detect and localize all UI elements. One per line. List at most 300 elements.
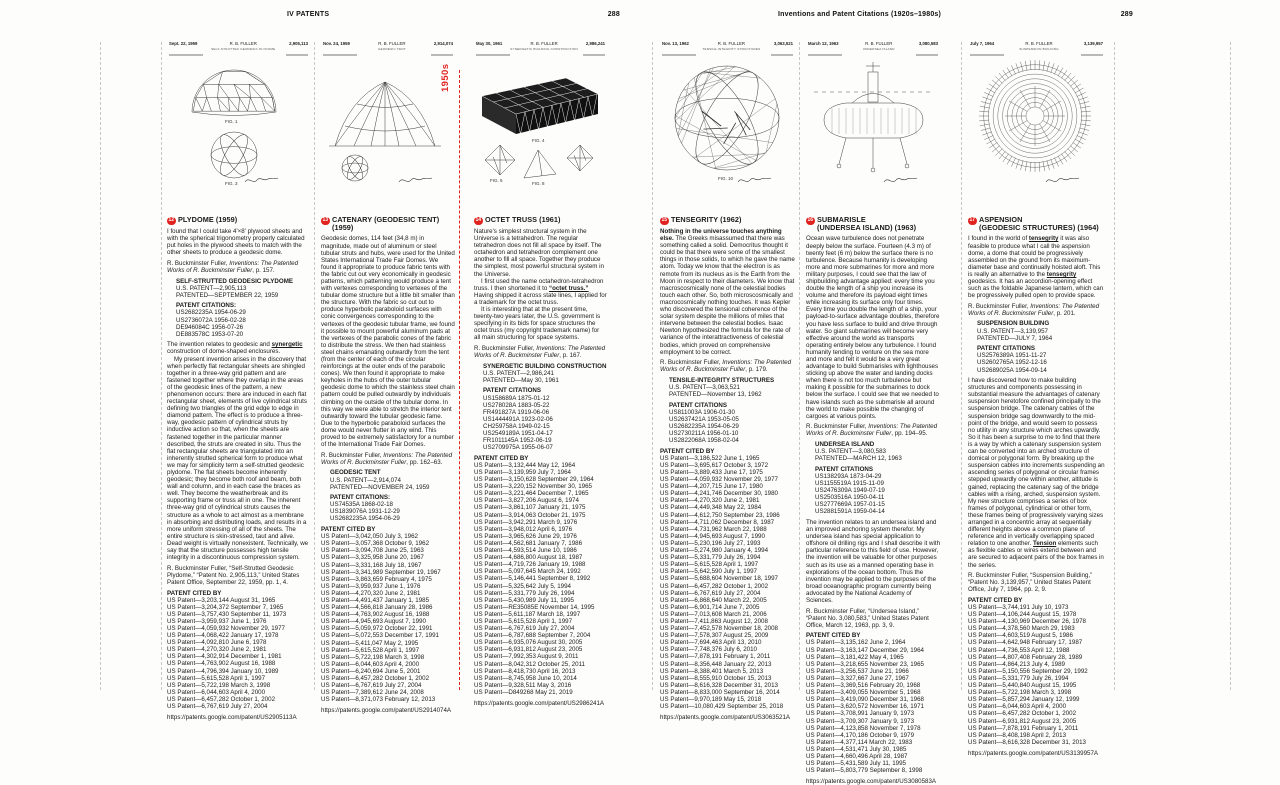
intro-paragraph: Geodesic domes, 114 feet (34,8 m) in magnitude, made out of aluminum or steel tubular struts and hubs, were used for the United States International Trade Fair Domes. We found it appropriate to produce fabric tents with the fabric cut out very economically in geodesic patterns, which patterning would produce a tent with vertexes corresponding to vertexes of the tubular dome structure but a little bit smaller than the structure. With the fabric so cut out to produce hyperbolic paraboloid surfaces with conic convergences corresponding to the vertexes of the geodesic tubular frame, we found it possible to mount powerful aluminum pads at the vertexes of the parabolic cones of the fabric to distribute the stress. We then had stainless steel chains emanating outwardly from the tent (from the center of each of the circular reinforcings at the outer ends of the parabolic cones). We then found it appropriate to make keyholes in the hubs of the outer tubular geodesic dome to which the stainless steel chain pattern could be pulled outwardly by individuals climbing on the outside of the tubular dome. In this way we were able to stretch the interior tent outwardly toward the tubular geodesic fame. Due to the hyperbolic paraboloid surfaces the dome would never flutter in any wind. This proved to be extremely satisfactory for a number of the International Trade Fair Domes. (321, 235, 455, 449)
patent-sheet-date: Nov. 24, 1959 (323, 41, 350, 46)
cited-by-item: US Patent—3,861,107 January 21, 1975 (474, 504, 586, 512)
patent-number-line: U.S. PATENT—2,914,074 (330, 476, 401, 484)
patent-column-tensegrity (660, 40, 795, 721)
cited-by-item: US Patent—3,709,307 January 9, 1973 (806, 717, 915, 725)
description-paragraph: My present invention arises in the discovery that when perfectly flat rectangular sheets are shingled together in a three-way grid pattern and are fastened together where they overlap in the areas of the geodesic lines of the pattern, a new phenomenon occurs: there are induced in each flat rectangular sheet, elements of live cylindrical struts defining two triangles of the grid edge to edge in diamond pattern. The effect is to produce a three-way, geodesic pattern of cylindrical struts by inductive action so that, when the sheets are fastened together in the particular manner described, the struts are created in situ. Thus the flat rectangular sheets are triangulated into an inherently strutted spherical form to produce what we may for simplicity term a self-strutted geodesic plydome. The flat sheets become inherently geodesic; they become both roof and beam, both wall and column, and in each case the braces as well. They become the weatherbreak and its supporting frame or truss all in one. The inherent three-way grid of cylindrical struts causes the structure as a whole to act almost as a membrane in absorbing and distributing loads, and results in a more uniform stressing of all of the sheets. The entire structure is skin-stressed, taut and alive. Dead weight is virtually nonexistent. Technically, we say that the structure possesses high tensile integrity in a discontinuous compression system. (167, 355, 309, 562)
cited-by-item: US Patent—7,878,191 February 1, 2011 (968, 724, 1079, 732)
patent-citations (815, 466, 940, 516)
patent-citations-heading: PATENT CITATIONS (815, 465, 873, 473)
item-number-badge: 14 (475, 217, 482, 224)
patent-sheet-header (167, 40, 310, 52)
intro-paragraph: I first used the name octahedron-tetrahedron truss. I then shortened it to “octet truss.” Having shipped it across state lines, I applied for a trademark for the octet truss. (474, 277, 607, 306)
patent-drawing (474, 56, 607, 190)
cited-by-item: US Patent—3,863,659 February 4, 1975 (321, 575, 432, 583)
item-title-row (167, 216, 310, 225)
cited-by-item: US Patent—3,057,368 October 9, 1962 (321, 540, 430, 548)
patent-drawing (321, 56, 455, 190)
citation-item: US2881591A 1959-04-14 (815, 508, 885, 516)
patent-info-block (483, 363, 607, 384)
citation-item: US2777669A 1957-01-15 (815, 501, 885, 509)
intro-paragraph: It is interesting that at the present time, twenty-two years later, the U.S. government is specifying in its bids for space structures the octet truss (my copyright trademark name) for all main structuring for space systems. (474, 306, 601, 342)
item-title-row (806, 216, 940, 232)
citation-item: US2549189A 1951-04-17 (483, 430, 553, 438)
patent-info-block (977, 320, 1105, 341)
patent-official-title: SUSPENSION BUILDING (977, 320, 1050, 328)
cited-by-item: US Patent—3,948,012 April 6, 1976 (474, 525, 573, 533)
citation-item: US138293A 1873-04-29 (815, 472, 882, 480)
patent-drawing (968, 56, 1105, 190)
cited-by-item: US Patent—5,059,972 October 22, 1991 (321, 625, 433, 633)
gutter-rule (961, 42, 962, 690)
cited-by-item: US Patent—3,163,147 December 29, 1964 (806, 646, 924, 654)
cited-by-item: US Patent—5,803,779 September 8, 1998 (806, 767, 923, 775)
cited-by-item: US Patent—3,325,958 June 20, 1967 (321, 554, 424, 562)
citation-item: US811003A 1906-01-30 (669, 408, 735, 416)
cited-by-item: US Patent—3,220,152 November 30, 1965 (474, 483, 592, 491)
patent-column-submarisle (806, 40, 940, 785)
patent-citations (483, 387, 607, 451)
filed-text-placeholder (476, 54, 510, 56)
cited-by-item: US Patent—5,150,556 September 29, 1992 (968, 667, 1088, 675)
patent-sheet-title: SYNERGETIC BUILDING CONSTRUCTION (510, 46, 578, 51)
cited-by-item: US Patent—8,745,958 June 10, 2014 (474, 674, 577, 682)
patent-citations (977, 345, 1105, 373)
decade-divider-line (459, 70, 460, 690)
patent-info-block (176, 278, 310, 299)
patent-sheet-inventor: R. B. FULLER (717, 41, 746, 46)
citation-item: FR491827A 1919-06-06 (483, 408, 550, 416)
cited-by-item: US Patent—3,331,168 July 18, 1967 (321, 561, 422, 569)
source-citation: R. Buckminster Fuller, Inventions: The Patented Works of R. Buckminster Fuller, p. 201. (968, 302, 1100, 317)
cited-by-item: US Patent—5,615,528 April 1, 1997 (660, 561, 759, 569)
cited-by-item: US Patent—5,325,642 July 5, 1994 (474, 582, 572, 590)
patent-sheet-number: 2,914,074 (433, 41, 453, 46)
cited-by-item: US Patent—6,931,812 August 23, 2005 (968, 717, 1077, 725)
cited-by-item: US Patent—4,763,902 August 16, 1988 (167, 660, 276, 668)
gutter-rule (314, 42, 315, 690)
decade-marker-label: 1950s (440, 63, 451, 92)
patent-info-block (330, 469, 455, 490)
cited-by-item: US Patent—5,274,980 January 4, 1994 (660, 547, 769, 555)
patent-drawing (806, 56, 940, 190)
cited-by-item: US Patent—5,146,441 September 8, 1992 (474, 575, 591, 583)
citation-item: FR1011145A 1952-06-19 (483, 437, 552, 445)
source-citation-2: R. Buckminster Fuller, “Self-Strutted Geodesic Plydome,” “Patent No. 2,905,113,” United States Patent Office, September 22, 1959, pp. 1, 4. (167, 564, 300, 586)
patent-sheet-inventor: R. B. FULLER (530, 41, 558, 46)
cited-by-item: US Patent—3,204,372 September 7, 1965 (167, 603, 284, 611)
cited-by-item: US Patent—4,270,320 June 2, 1981 (321, 589, 421, 597)
source-citation-2: R. Buckminster Fuller, “Suspension Building,” “Patent No. 3,139,957,” United States Patent Office, July 7, 1964, pp. 2, 9. (968, 572, 1093, 594)
patent-official-title: TENSILE-INTEGRITY STRUCTURES (669, 376, 775, 384)
cited-by-item: US Patent—3,042,050 July 3, 1962 (321, 533, 419, 541)
patent-sheet-header (968, 40, 1105, 52)
patent-sheet-inventor-block (502, 42, 586, 52)
item-number-badge: 16 (807, 217, 814, 224)
patent-sheet-date: May 30, 1961 (476, 41, 503, 46)
svg-text:FIG. 8: FIG. 8 (532, 180, 545, 186)
item-title-row (474, 216, 607, 225)
source-citation-2: R. Buckminster Fuller, “Undersea Island,” “Patent No. 3,080,583,” United States Patent Office, March 12, 1963, pp. 3, 9. (806, 607, 929, 629)
patent-sheet-inventor-block (839, 42, 919, 52)
cited-by-item: US Patent—5,230,196 July 27, 1993 (660, 539, 761, 547)
patent-sheet-inventor-block (689, 42, 774, 52)
cited-by-item: US Patent—3,695,617 October 3, 1972 (660, 461, 769, 469)
cited-by-heading: PATENT CITED BY (321, 526, 376, 534)
patent-sheet-number: 3,080,583 (918, 41, 938, 46)
citation-item: US2736072A 1956-02-28 (176, 316, 246, 324)
cited-by-item: US Patent—10,080,429 September 25, 2018 (660, 703, 784, 711)
citation-item: CH259758A 1949-02-15 (483, 422, 550, 430)
cited-by-item: US Patent—3,409,055 November 5, 1968 (806, 689, 921, 697)
citation-item: US2730211A 1956-01-10 (669, 430, 739, 438)
citation-item: US1155519A 1915-11-09 (815, 480, 884, 487)
patent-official-title: SYNERGETIC BUILDING CONSTRUCTION (483, 362, 607, 370)
patent-sheet-number: 2,905,113 (289, 41, 308, 46)
patent-citations (669, 402, 795, 445)
cited-by-item: US Patent—5,097,645 March 24, 1992 (474, 568, 581, 576)
cited-by-item: US Patent—8,418,730 April 16, 2013 (474, 667, 576, 675)
cited-by-item: US Patent—3,132,444 May 12, 1964 (474, 461, 576, 469)
patent-sheet (660, 40, 795, 212)
patent-url: https://patents.google.com/patent/US3063521A (660, 714, 791, 722)
cited-by-item: US Patent—5,722,198 March 3, 1998 (167, 681, 271, 689)
cited-by-item: US Patent—5,411,047 May 2, 1995 (321, 639, 419, 647)
patent-sheet-inventor: R. B. FULLER (1025, 41, 1053, 46)
cited-by-item: US Patent—6,457,282 October 1, 2002 (968, 710, 1077, 718)
citation-item: US2602765A 1952-12-16 (977, 359, 1047, 367)
cited-by-item: US Patent—3,221,464 December 7, 1965 (474, 490, 589, 498)
gutter-rule (1230, 42, 1231, 690)
cited-by-item: US Patent—4,945,693 August 7, 1990 (321, 618, 426, 626)
cited-by-item: US Patent—4,059,932 November 29, 1977 (660, 476, 778, 484)
cited-by-item: US Patent—5,331,779 July 26, 1994 (474, 589, 575, 597)
citation-item: US2503516A 1950-04-11 (815, 494, 885, 502)
patent-official-title: GEODESIC TENT (330, 469, 381, 477)
cited-by-item: US Patent—D849268 May 21, 2019 (474, 688, 573, 696)
cited-by-item: US Patent—4,123,858 November 7, 1978 (806, 724, 921, 732)
item-number-badge: 12 (168, 217, 175, 224)
patent-sheet-number: 2,986,241 (585, 41, 605, 46)
gutter-rule (799, 42, 800, 690)
patent-sheet-date: March 12, 1963 (808, 41, 839, 46)
patent-sheet (968, 40, 1105, 212)
cited-by-item: US Patent—3,256,537 June 21, 1966 (806, 667, 909, 675)
cited-by-item: US Patent—6,931,812 August 23, 2005 (474, 646, 583, 654)
cited-by-item: US Patent—4,270,320 June 2, 1981 (167, 646, 267, 654)
citation-item: US158689A 1875-01-12 (483, 394, 550, 402)
intro-paragraph: Ocean wave turbulence does not penetrate deeply below the surface. Fourteen (4.3 m) of twenty feet (6 m) below the surface there is no turbulence. Because humanity is developing more and more submarines for more and more military purposes, I could see that the law of shipbuilding advantage applied: every time you double the length of a ship you increase its volume and therefore its payload eight times while increasing its surface only four times. Every time you double the length of a ship, your payload-to-surface advantage doubles, therefore you have less surface to build and drive through water. So giant submarines will become very effective around the world as transports operating entirely below any turbulence. I found humanity tending to venture on the sea more and more and felt it would be a very great advantage to build Submarisles with lighthouses sticking up above the water and landing docks when there is not too much turbulence but making it possible for the submarines to dock below the surface. I could see that we needed to have islands such as the submarisle all around the world to make possible the changing of cargoes at various points. (806, 235, 940, 420)
patent-column-octet-truss (474, 40, 607, 707)
cited-by-item: US Patent—3,327,667 June 27, 1967 (806, 674, 909, 682)
patent-info-block (815, 441, 940, 462)
patent-citations (330, 494, 455, 522)
citation-item: US2637421A 1953-05-05 (669, 415, 739, 423)
patent-url: https://patents.google.com/patent/US2914074A (321, 707, 452, 715)
cited-by-heading: PATENT CITED BY (167, 589, 222, 597)
cited-by-item: US Patent—3,744,191 July 10, 1973 (968, 604, 1069, 611)
sheet-count-placeholder (916, 54, 938, 56)
cited-by-item: US Patent—4,449,348 May 22, 1984 (660, 504, 762, 512)
description-paragraph: The invention relates to geodesic and synergetic construction of dome-shaped enclosures. (167, 341, 303, 356)
cited-by-item: US Patent—4,686,800 August 18, 1987 (474, 554, 583, 562)
patent-sheet (806, 40, 940, 212)
patent-sheet-inventor-block (350, 42, 434, 52)
gutter-rule (161, 42, 162, 690)
patent-citations-heading: PATENT CITATIONS (977, 345, 1035, 353)
citation-item: US1444491A 1923-02-06 (483, 415, 553, 423)
cited-by-item: US Patent—3,181,422 May 4, 1965 (806, 653, 904, 661)
patent-sheet-inventor: R. B. FULLER (229, 41, 257, 46)
citation-item: US74535A 1868-02-18 (330, 501, 393, 509)
cited-by-item: US Patent—5,615,528 April 1, 1997 (321, 646, 420, 654)
cited-by-item: US Patent—3,620,572 November 16, 1971 (806, 703, 924, 711)
cited-by-item: US Patent—6,787,688 September 7, 2004 (474, 632, 591, 640)
cited-by-item: US Patent—3,942,291 March 9, 1976 (474, 518, 578, 526)
cited-by-item: US Patent—6,767,619 July 27, 2004 (474, 625, 575, 633)
citation-item: US278028A 1883-05-22 (483, 401, 550, 409)
cited-by-item: US Patent—3,708,991 January 9, 1973 (806, 710, 915, 718)
patent-cited-by (321, 526, 455, 703)
patent-sheet-title: SUSPENSION BUILDING (1019, 46, 1059, 51)
patented-date-line: PATENTED—NOVEMBER 24, 1959 (330, 483, 430, 491)
patent-sheet-number: 3,139,957 (1083, 41, 1103, 46)
sheet-count-placeholder (286, 54, 308, 56)
patent-citations-heading: PATENT CITATIONS (669, 401, 727, 409)
cited-by-item: US Patent—4,106,244 August 15, 1978 (968, 611, 1077, 619)
patent-citations-heading: PATENT CITATIONS: (176, 302, 237, 310)
sheet-count-placeholder (771, 54, 793, 56)
cited-by-item: US Patent—9,328,511 May 3, 2016 (474, 681, 572, 689)
svg-text:FIG. 1: FIG. 1 (225, 118, 238, 124)
description-paragraph: The invention relates to an undersea island and an improved anchoring system therefor. My undersea island has special application to offshore oil drilling rigs and I shall describe it with particular reference to this field of use. However, the invention will be valuable for other purposes such as its use as a manned operating base in explorations of the ocean bottom. Thus the invention may be applied to the purposes of the broad oceanographic program currently being advocated by the National Academy of Sciences. (806, 518, 941, 604)
cited-by-item: US Patent—5,072,553 December 17, 1991 (321, 632, 439, 640)
right-page-number: 289 (1120, 11, 1133, 18)
citation-item: US2476309A 1949-07-19 (815, 487, 885, 495)
patent-cited-by (806, 632, 940, 774)
cited-by-item: US Patent—6,457,282 October 1, 2002 (660, 582, 769, 590)
cited-by-item: US Patent—3,150,628 September 29, 1964 (474, 476, 594, 484)
patent-sheet-title: UNDERSEA ISLAND (862, 46, 895, 51)
cited-by-item: US Patent—4,711,062 December 8, 1987 (660, 518, 775, 526)
cited-by-item: US Patent—RE35085E November 14, 1995 (474, 603, 595, 611)
cited-by-item: US Patent—6,457,282 October 1, 2002 (167, 695, 276, 703)
cited-by-item: US Patent—4,092,810 June 6, 1978 (167, 639, 267, 647)
patent-number-line: U.S. PATENT—2,986,241 (483, 369, 554, 377)
invention-description (968, 377, 1105, 569)
cited-by-item: US Patent—4,731,962 March 22, 1988 (660, 525, 767, 533)
patent-official-title: SELF-STRUTTED GEODESIC PLYDOME (176, 277, 293, 285)
cited-by-item: US Patent—4,068,422 January 17, 1978 (167, 632, 279, 640)
cited-by-item: US Patent—3,959,937 June 1, 1976 (321, 582, 421, 590)
item-title: SUBMARISLE (UNDERSEA ISLAND) (1963) (817, 215, 917, 233)
svg-text:FIG. 10: FIG. 10 (718, 175, 734, 181)
description-paragraph: I have discovered how to make building structures and components possessing in substantial measure the advantages of catenary suspension heretofore confined principally to the suspension bridge. The catenary cables of the suspension bridge sag downwardly to the mid-point of the bridge, and would seem to possess no utility in any structure which arches upwardly. So it has been a surprise to me to find that there is a way by which a catenary suspension system can be converted into an arched structure of domical or polygonal form. By breaking up the suspension cables into increments suspending an ascending series of polygonal or circular frames stepped upwardly one within another, altitude is gained, replacing the catenary sag of the bridge cables with a rising, arched, suspension system. My new structure comprises a series of box frames of polygonal, cylindrical or other form, these frames being of progressively varying sizes arranged in a concentric array at sequentially different heights above a common plane of reference and in vertically overlapping spaced relation to one another. Tension elements such as flexible cables or wires extend between and are secured to adjacent pairs of the box frames in the series. (968, 377, 1105, 569)
invention-description (806, 519, 940, 604)
cited-by-item: US Patent—8,555,910 October 15, 2013 (660, 674, 772, 682)
cited-by-item: US Patent—7,389,612 June 24, 2008 (321, 689, 424, 697)
cited-by-item: US Patent—8,371,073 February 12, 2013 (321, 696, 436, 704)
cited-by-item: US Patent—8,356,448 January 22, 2013 (660, 660, 772, 668)
item-title: PLYDOME (1959) (178, 215, 238, 224)
patent-sheet-title: GEODESIC TENT (377, 46, 406, 51)
patent-info-block (669, 377, 795, 398)
cited-by-item: US Patent—6,868,640 March 22, 2005 (660, 596, 767, 604)
filed-text-placeholder (169, 54, 203, 56)
cited-by-item: US Patent—6,044,603 April 4, 2000 (167, 688, 266, 696)
cited-by-heading: PATENT CITED BY (474, 454, 529, 462)
cited-by-item: US Patent—3,827,206 August 6, 1974 (474, 497, 579, 505)
cited-by-item: US Patent—4,807,408 February 28, 1989 (968, 653, 1083, 661)
cited-by-item: US Patent—5,722,198 March 3, 1998 (321, 653, 425, 661)
cited-by-item: US Patent—4,562,681 January 7, 1986 (474, 539, 583, 547)
intro-paragraph: I found that I could take 4'×8' plywood sheets and with the spherical trigonometry properly calculated put holes in the plywood sheets to match with the other sheets to produce a geodesic dome. (167, 228, 305, 257)
cited-by-item: US Patent—5,722,198 March 3, 1998 (968, 689, 1072, 697)
gutter-rule (652, 42, 653, 690)
cited-by-item: US Patent—5,688,604 November 18, 1997 (660, 575, 778, 583)
item-title-row (321, 216, 455, 232)
intro-paragraph: I found in the world of tensegrity it was also feasible to produce what I call the aspension dome, a dome that could be progressively assembled on the ground from its maximum-diameter base and continually hoisted aloft. This is really an alternative to the tensegrity geodesics. It has an accordion-opening effect such as the foldable Japanese lantern, which can be progressively pulled open to provide space. (968, 235, 1104, 300)
sheet-count-placeholder (431, 54, 453, 56)
cited-by-item: US Patent—3,094,708 June 25, 1963 (321, 547, 424, 555)
item-title: ASPENSION (GEODESIC STRUCTURES) (1964) (979, 215, 1099, 233)
citation-item: DE946084C 1956-07-26 (176, 323, 244, 331)
patent-url: https://patents.google.com/patent/US3080583A (806, 778, 937, 785)
gutter-rule (1114, 42, 1115, 690)
cited-by-item: US Patent—4,603,519 August 5, 1986 (968, 632, 1073, 640)
cited-by-item: US Patent—6,767,619 July 27, 2004 (167, 703, 268, 710)
patent-sheet-inventor: R. B. FULLER (865, 41, 893, 46)
cited-by-item: US Patent—5,331,779 July 26, 1994 (968, 674, 1069, 682)
item-title-row (660, 216, 795, 225)
cited-by-item: US Patent—4,130,969 December 26, 1978 (968, 618, 1086, 626)
cited-by-heading: PATENT CITED BY (660, 447, 715, 455)
cited-by-item: US Patent—5,431,589 July 11, 1995 (806, 760, 906, 768)
citation-item: US2709975A 1955-06-07 (483, 444, 553, 452)
patent-sheet (167, 40, 310, 212)
patent-cited-by (474, 455, 607, 696)
patent-citations (176, 302, 310, 337)
left-running-head: IV PATENTS (287, 11, 330, 18)
cited-by-item: US Patent—6,044,603 April 4, 2000 (321, 660, 420, 668)
cited-by-item: US Patent—4,763,902 August 16, 1988 (321, 611, 430, 619)
cited-by-item: US Patent—7,411,863 August 12, 2008 (660, 617, 768, 625)
citation-item: US2689025A 1954-09-14 (977, 366, 1047, 374)
cited-by-item: US Patent—4,531,471 July 30, 1985 (806, 745, 907, 753)
patent-sheet-inventor-block (197, 42, 289, 52)
source-citation: R. Buckminster Fuller, Inventions: The Patented Works of R. Buckminster Fuller, p. 179. (660, 359, 792, 374)
cited-by-item: US Patent—4,378,560 March 29, 1983 (968, 625, 1075, 633)
cited-by-item: US Patent—3,889,433 June 17, 1975 (660, 469, 763, 476)
patent-sheet-header (474, 40, 607, 52)
citation-item: US1839076A 1931-12-29 (330, 508, 400, 516)
cited-by-item: US Patent—4,945,693 August 7, 1990 (660, 532, 765, 540)
patented-date-line: PATENTED—SEPTEMBER 22, 1959 (176, 291, 279, 299)
patent-column-catenary (321, 40, 455, 715)
cited-by-item: US Patent—4,059,932 November 29, 1977 (167, 624, 285, 632)
filed-text-placeholder (970, 54, 1004, 56)
cited-by-item: US Patent—8,616,328 December 31, 2013 (660, 681, 778, 689)
cited-by-item: US Patent—7,013,608 March 21, 2006 (660, 610, 767, 618)
sheet-count-placeholder (1081, 54, 1103, 56)
cited-by-item: US Patent—4,719,726 January 19, 1988 (474, 561, 586, 569)
citation-item: US2682235A 1954-06-29 (669, 422, 739, 430)
patent-sheet-inventor: R. B. FULLER (378, 41, 406, 46)
cited-by-item: US Patent—4,660,496 April 28, 1987 (806, 752, 908, 760)
cited-by-item: US Patent—5,430,989 July 11, 1995 (474, 596, 574, 604)
source-citation: R. Buckminster Fuller, Inventions: The Patented Works of R. Buckminster Fuller, p. 167. (474, 345, 606, 360)
cited-by-item: US Patent—4,566,818 January 28, 1986 (321, 604, 433, 612)
cited-by-item: US Patent—5,615,528 April 1, 1997 (474, 617, 573, 625)
left-page-number: 288 (607, 11, 620, 18)
patent-sheet-number: 3,063,521 (773, 41, 793, 46)
cited-by-item: US Patent—8,833,000 September 16, 2014 (660, 688, 780, 696)
cited-by-item: US Patent—4,612,750 September 23, 1986 (660, 511, 780, 519)
item-title: CATENARY (GEODESIC TENT) (1959) (332, 215, 440, 233)
cited-by-heading: PATENT CITED BY (968, 596, 1023, 604)
cited-by-item: US Patent—8,042,312 October 25, 2011 (474, 660, 585, 668)
cited-by-item: US Patent—5,331,779 July 26, 1994 (660, 554, 761, 562)
cited-by-item: US Patent—4,736,553 April 12, 1988 (968, 646, 1070, 654)
gutter-rule (100, 42, 101, 690)
patent-sheet-title: SELF-STRUTTED GEODESIC PLYDOME (211, 46, 276, 51)
patent-sheet-header (660, 40, 795, 52)
intro-paragraph: Nothing in the universe touches anything else. The Greeks misassumed that there was something called a solid. Democritus thought it could be that there were some of the smallest things in those solids, to which he gave the name atom. Today we know that the electron is as remote from its nucleus as is the Earth from the Moon in respect to their diameters. We know that macroscosmically none of the celestial bodies touch each other. So, both microscosmically and macrocosmically nothing touches. It was Kepler who discovered the tensional coherence of the solar system despite the millions of miles that intervene between the celestial bodies. Isaac Newton hypothesized the formula for the rate of variance of the interattractiveness of celestial bodies, which proved on comprehensive employment to be correct. (660, 228, 795, 356)
cited-by-item: US Patent—4,491,437 January 1, 1985 (321, 597, 430, 604)
citation-item: US2682235A 1954-06-29 (176, 309, 246, 317)
cited-by-item: US Patent—3,218,655 November 23, 1965 (806, 660, 924, 668)
patent-number-line: U.S. PATENT—3,063,521 (669, 383, 740, 391)
cited-by-item: US Patent—3,369,516 February 20, 1968 (806, 682, 921, 690)
cited-by-item: US Patent—4,796,394 January 10, 1989 (167, 667, 279, 675)
cited-by-item: US Patent—3,965,626 June 29, 1976 (474, 532, 577, 540)
source-citation: R. Buckminster Fuller, Inventions: The Patented Works of R. Buckminster Fuller, p. 157. (167, 259, 299, 274)
cited-by-item: US Patent—6,767,619 July 27, 2004 (321, 682, 422, 690)
cited-by-item: US Patent—4,241,746 December 30, 1980 (660, 490, 778, 498)
cited-by-item: US Patent—6,901,714 June 7, 2005 (660, 603, 760, 611)
cited-by-item: US Patent—7,878,191 February 1, 2011 (660, 653, 771, 661)
cited-by-item: US Patent—5,440,840 August 15, 1995 (968, 682, 1077, 690)
patent-sheet-date: Nov. 13, 1962 (662, 41, 689, 46)
cited-by-item: US Patent—7,452,578 November 18, 2008 (660, 625, 778, 633)
cited-by-item: US Patent—7,748,376 July 6, 2010 (660, 646, 758, 654)
cited-by-item: US Patent—4,593,514 June 10, 1986 (474, 547, 577, 555)
cited-by-item: US Patent—5,611,187 March 18, 1997 (474, 610, 581, 618)
cited-by-item: US Patent—3,914,063 October 21, 1975 (474, 511, 586, 519)
patent-sheet-header (321, 40, 455, 52)
patent-cited-by (660, 448, 795, 710)
cited-by-item: US Patent—7,694,463 April 13, 2010 (660, 639, 762, 647)
patent-sheet-date: July 7, 1964 (970, 41, 995, 46)
cited-by-item: US Patent—4,207,715 June 17, 1980 (660, 483, 763, 491)
cited-by-item: US Patent—7,992,353 August 9, 2011 (474, 653, 579, 661)
cited-by-item: US Patent—6,935,076 August 30, 2005 (474, 639, 583, 647)
patented-date-line: PATENTED—November 13, 1962 (669, 391, 762, 399)
patent-cited-by (167, 590, 310, 711)
patent-number-line: U.S. PATENT—3,139,957 (977, 327, 1048, 335)
item-title: TENSEGRITY (1962) (671, 215, 742, 224)
cited-by-item: US Patent—7,578,307 August 25, 2009 (660, 632, 769, 640)
patent-sheet (321, 40, 455, 212)
filed-text-placeholder (323, 54, 357, 56)
cited-by-item: US Patent—3,139,959 July 7, 1964 (474, 469, 572, 476)
cited-by-item: US Patent—6,044,603 April 4, 2000 (968, 703, 1067, 711)
citation-item: US2682235A 1954-06-29 (330, 515, 400, 523)
cited-by-item: US Patent—3,186,522 June 1, 1965 (660, 454, 760, 462)
cited-by-item: US Patent—3,135,162 June 2, 1964 (806, 639, 906, 647)
right-running-head: Inventions and Patent Citations (1920s–1980s) (778, 11, 942, 18)
cited-by-item: US Patent—3,341,989 September 19, 1967 (321, 568, 441, 576)
cited-by-item: US Patent—5,642,590 July 1, 1997 (660, 568, 758, 576)
